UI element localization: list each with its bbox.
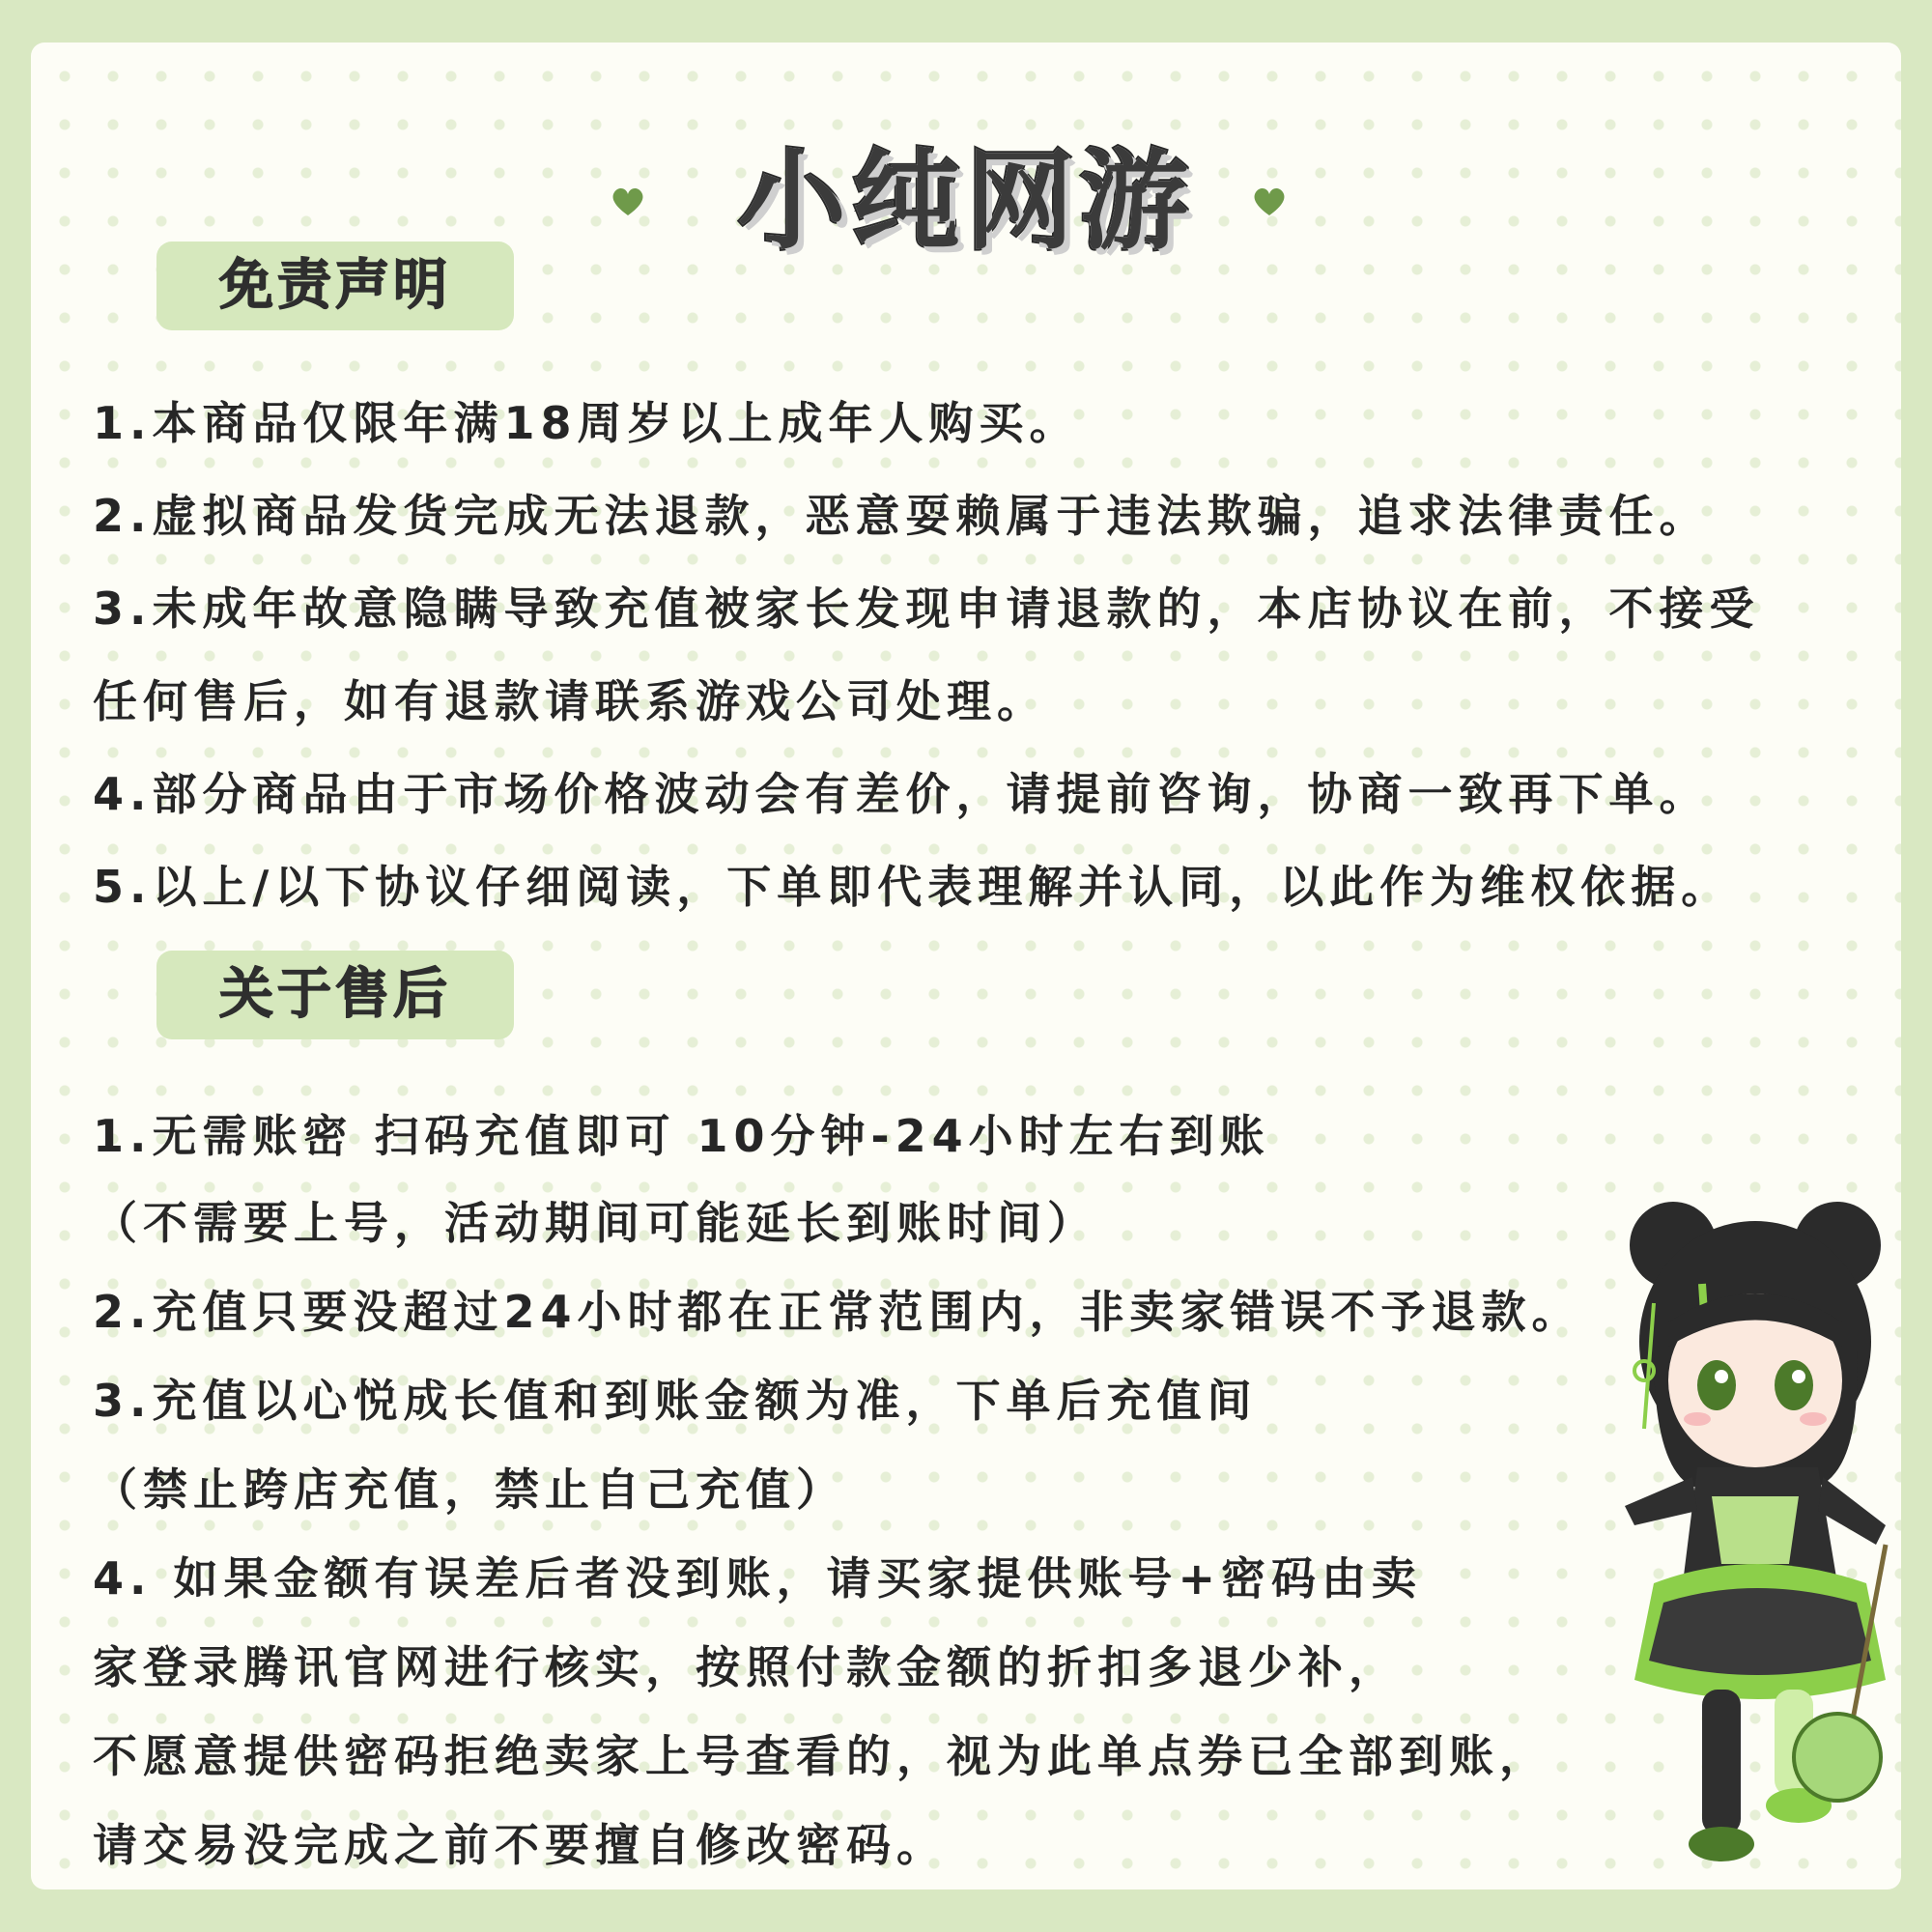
- disclaimer-line-2: 2.虚拟商品发货完成无法退款，恶意耍赖属于违法欺骗，追求法律责任。: [93, 490, 1710, 542]
- page-title: 小纯网游: [738, 139, 1194, 265]
- after-sales-line-5: （禁止跨店充值，禁止自己充值）: [93, 1463, 846, 1516]
- after-sales-line-6: 4. 如果金额有误差后者没到账，请买家提供账号+密码由卖: [93, 1552, 1423, 1605]
- after-sales-line-7: 家登录腾讯官网进行核实，按照付款金额的折扣多退少补，: [93, 1641, 1399, 1693]
- heart-icon-right: [1250, 183, 1289, 221]
- disclaimer-heading: 免责声明: [156, 242, 514, 330]
- disclaimer-line-5: 4.部分商品由于市场价格波动会有差价，请提前咨询，协商一致再下单。: [93, 768, 1710, 820]
- after-sales-line-1: 1.无需账密 扫码充值即可 10分钟-24小时左右到账: [93, 1110, 1270, 1162]
- after-sales-heading: 关于售后: [156, 951, 514, 1039]
- after-sales-line-8: 不愿意提供密码拒绝卖家上号查看的，视为此单点券已全部到账，: [93, 1730, 1549, 1782]
- disclaimer-line-3: 3.未成年故意隐瞒导致充值被家长发现申请退款的，本店协议在前，不接受: [93, 582, 1760, 635]
- disclaimer-line-1: 1.本商品仅限年满18周岁以上成年人购买。: [93, 397, 1080, 449]
- after-sales-line-2: （不需要上号，活动期间可能延长到账时间）: [93, 1197, 1097, 1249]
- character-illustration: [1596, 1178, 1901, 1889]
- announcement-card: [31, 43, 1901, 1889]
- disclaimer-line-6: 5.以上/以下协议仔细阅读，下单即代表理解并认同，以此作为维权依据。: [93, 861, 1732, 913]
- disclaimer-line-4: 任何售后，如有退款请联系游戏公司处理。: [93, 675, 1047, 727]
- after-sales-line-4: 3.充值以心悦成长值和到账金额为准，下单后充值间: [93, 1375, 1258, 1427]
- after-sales-line-3: 2.充值只要没超过24小时都在正常范围内，非卖家错误不予退款。: [93, 1286, 1582, 1338]
- after-sales-line-9: 请交易没完成之前不要擅自修改密码。: [93, 1819, 947, 1871]
